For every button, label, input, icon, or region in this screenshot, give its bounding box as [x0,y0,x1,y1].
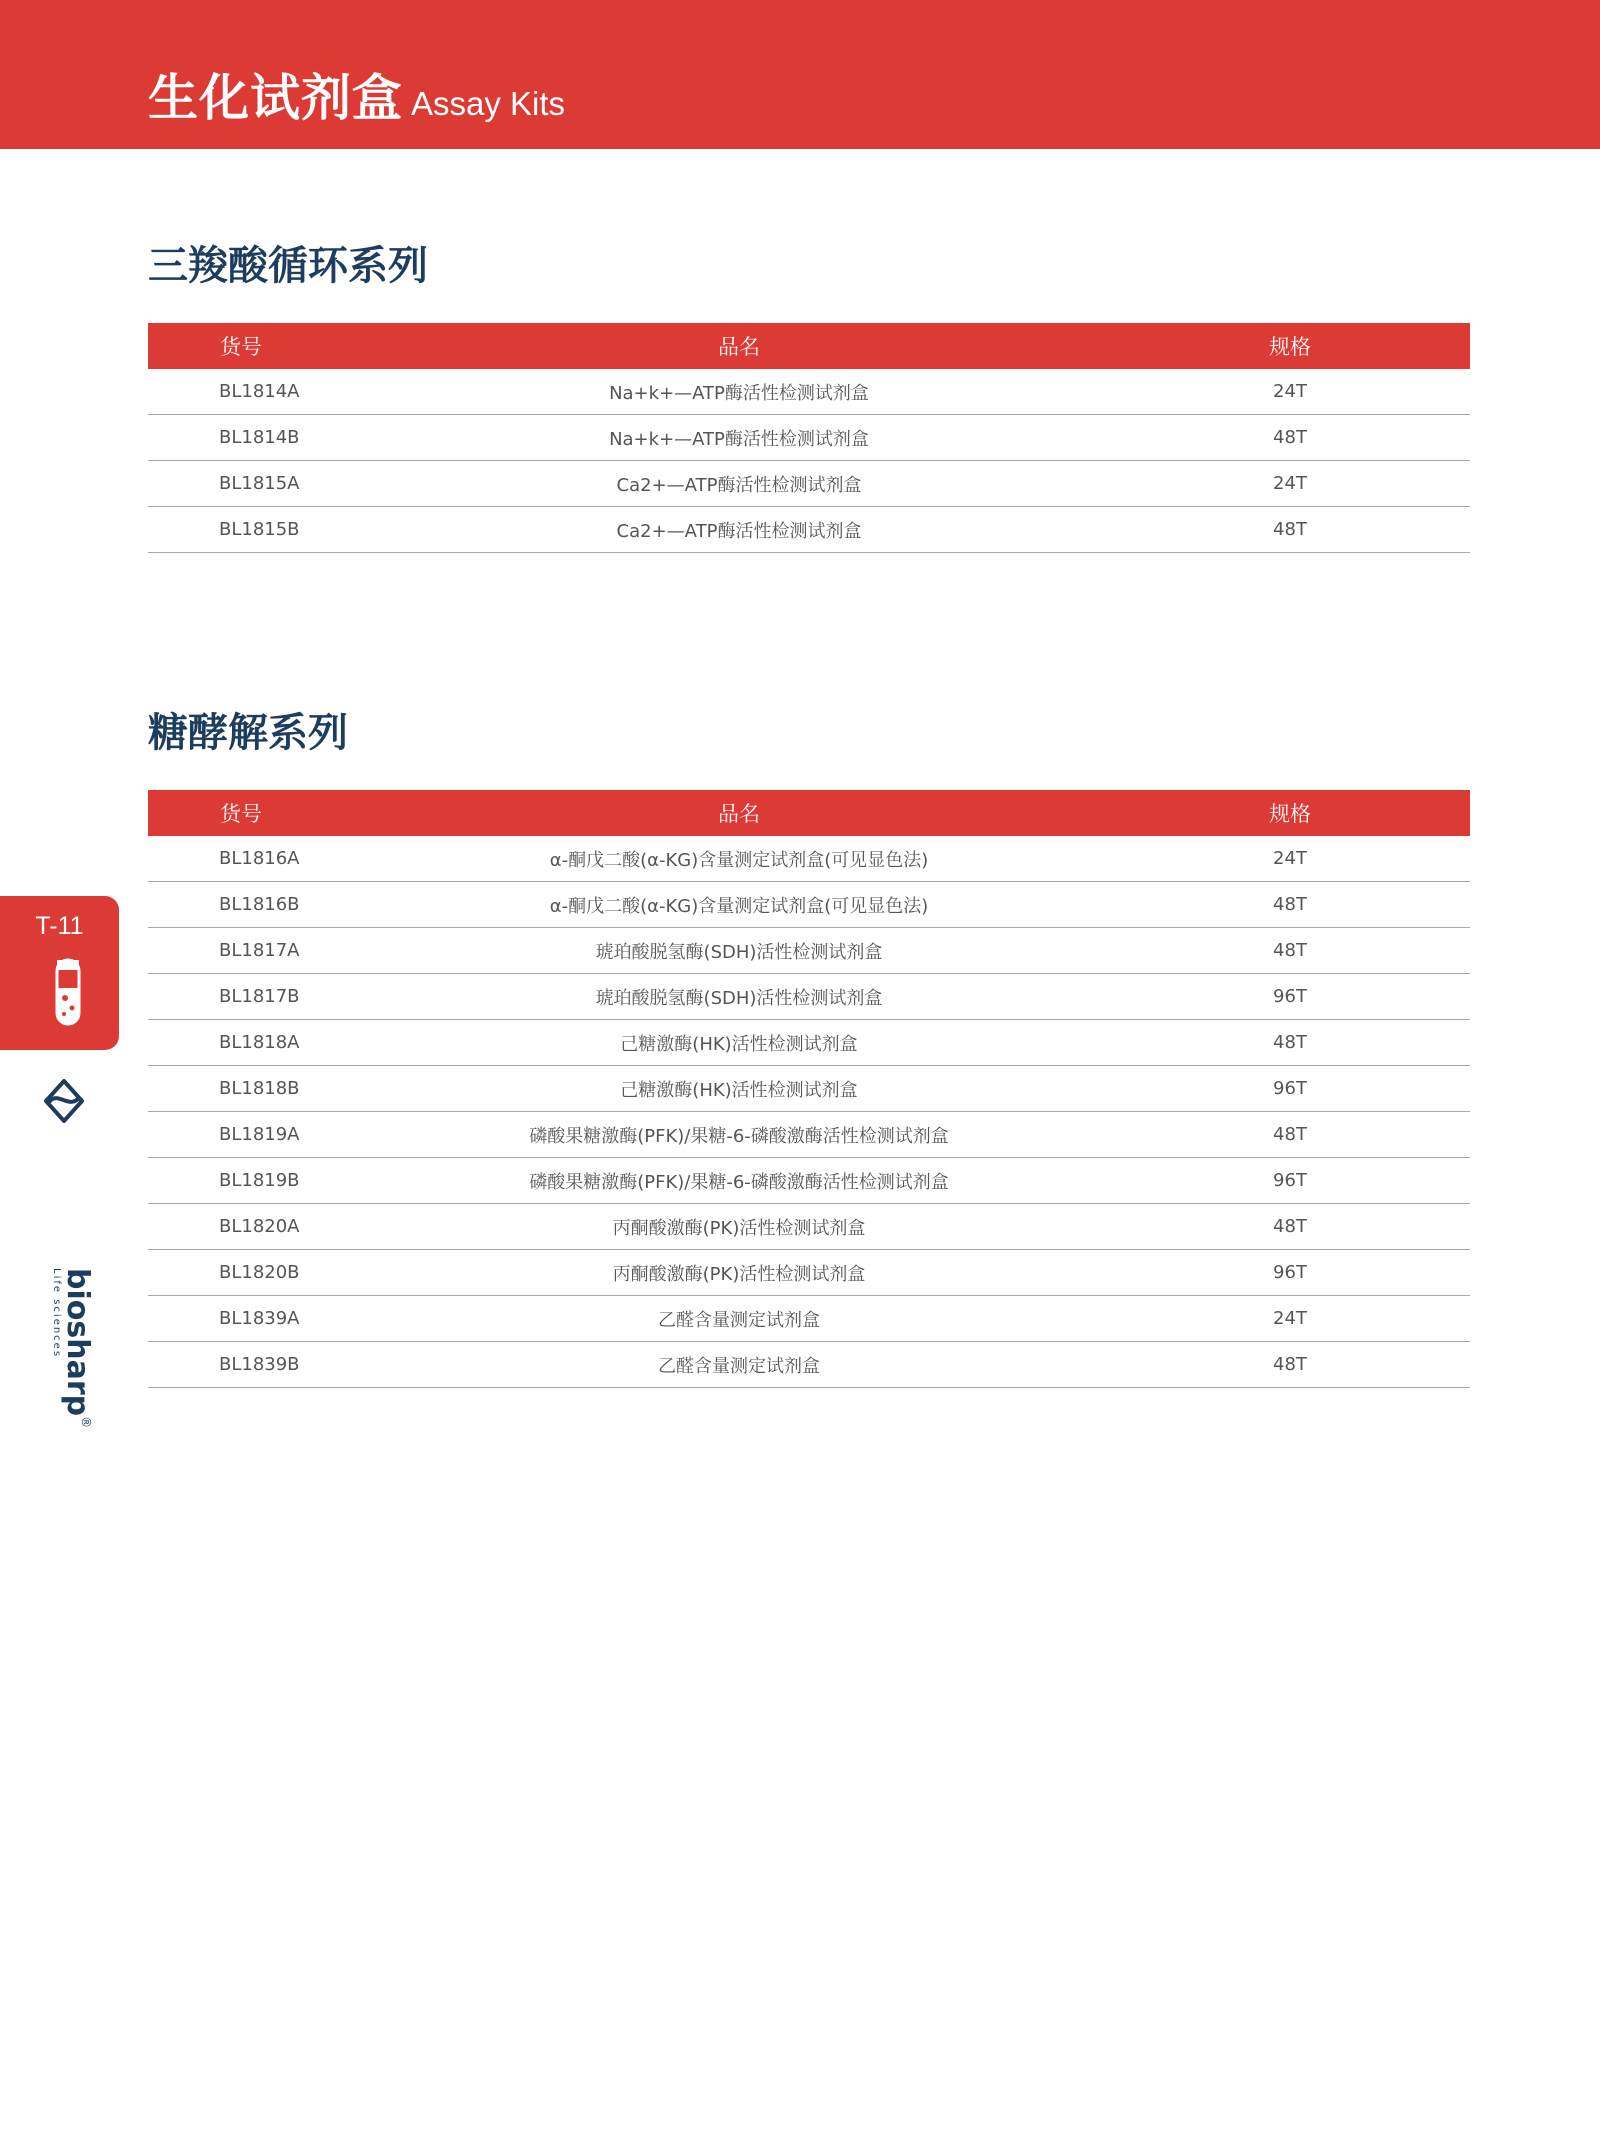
product-name: Ca2+—ATP酶活性检测试剂盒 [616,474,862,496]
table-row [148,1296,1470,1342]
product-name: 己糖激酶(HK)活性检测试剂盒 [620,1079,858,1101]
header-bar [0,0,1600,149]
brand-name: biosharp [60,1268,95,1417]
table-header [148,323,1470,369]
product-code: BL1818B [219,1078,300,1099]
table-row [148,974,1470,1020]
page-title-zh: 生化试剂盒 [148,69,403,127]
product-spec: 48T [1273,427,1307,448]
product-name: 磷酸果糖激酶(PFK)/果糖-6-磷酸激酶活性检测试剂盒 [529,1171,949,1193]
product-code: BL1819B [219,1170,300,1191]
product-spec: 24T [1273,848,1307,869]
product-name: 磷酸果糖激酶(PFK)/果糖-6-磷酸激酶活性检测试剂盒 [529,1125,949,1147]
product-spec: 48T [1273,1216,1307,1237]
product-spec: 48T [1273,894,1307,915]
table-header [148,790,1470,836]
column-header-code: 货号 [220,335,262,359]
product-name: α-酮戊二酸(α-KG)含量测定试剂盒(可见显色法) [549,895,929,917]
table-row [148,1066,1470,1112]
table-row [148,1112,1470,1158]
product-spec: 24T [1273,381,1307,402]
product-spec: 96T [1273,986,1307,1007]
product-name: 丙酮酸激酶(PK)活性检测试剂盒 [612,1217,866,1239]
table-row [148,1342,1470,1388]
brand-logo [40,1078,95,1429]
product-code: BL1817A [219,940,300,961]
product-name: 己糖激酶(HK)活性检测试剂盒 [620,1033,858,1055]
section-title-glycolysis: 糖酵解系列 [148,710,348,756]
product-name: 琥珀酸脱氢酶(SDH)活性检测试剂盒 [595,987,883,1009]
product-code: BL1816B [219,894,300,915]
product-code: BL1839A [219,1308,300,1329]
product-spec: 24T [1273,1308,1307,1329]
product-code: BL1818A [219,1032,300,1053]
page-title [148,58,565,130]
product-spec: 48T [1273,1032,1307,1053]
logo-mark-icon [40,1078,88,1124]
product-code: BL1817B [219,986,300,1007]
column-header-name: 品名 [718,335,760,359]
product-code: BL1839B [219,1354,300,1375]
product-code: BL1815B [219,519,300,540]
product-name: Na+k+—ATP酶活性检测试剂盒 [609,428,869,450]
table-row [148,1204,1470,1250]
product-code: BL1815A [219,473,300,494]
registered-mark: ® [79,1416,93,1429]
product-spec: 96T [1273,1262,1307,1283]
product-spec: 48T [1273,519,1307,540]
product-spec: 48T [1273,1124,1307,1145]
table-row [148,369,1470,415]
product-code: BL1819A [219,1124,300,1145]
product-spec: 96T [1273,1078,1307,1099]
table-row [148,882,1470,928]
column-header-spec: 规格 [1269,335,1311,359]
product-name: Na+k+—ATP酶活性检测试剂盒 [609,382,869,404]
table-row [148,836,1470,882]
section-title-tca: 三羧酸循环系列 [148,243,428,289]
test-tube-icon [54,958,82,1028]
column-header-spec: 规格 [1269,802,1311,826]
product-spec: 48T [1273,940,1307,961]
product-name: 丙酮酸激酶(PK)活性检测试剂盒 [612,1263,866,1285]
table-row [148,1158,1470,1204]
table-row [148,1250,1470,1296]
product-name: 乙醛含量测定试剂盒 [658,1355,820,1377]
page-tab [0,896,119,1050]
brand-wordmark [51,1268,95,1429]
table-row [148,1020,1470,1066]
page-number: T-11 [35,912,84,940]
product-name: 琥珀酸脱氢酶(SDH)活性检测试剂盒 [595,941,883,963]
product-code: BL1816A [219,848,300,869]
page-title-en: Assay Kits [411,85,566,122]
product-spec: 96T [1273,1170,1307,1191]
column-header-code: 货号 [220,802,262,826]
table-body [148,836,1470,1388]
table-row [148,507,1470,553]
product-table-glycolysis [148,790,1470,1388]
table-row [148,461,1470,507]
product-code: BL1814B [219,427,300,448]
product-spec: 48T [1273,1354,1307,1375]
product-name: Ca2+—ATP酶活性检测试剂盒 [616,520,862,542]
product-code: BL1820B [219,1262,300,1283]
column-header-name: 品名 [718,802,760,826]
product-table-tca [148,323,1470,553]
product-spec: 24T [1273,473,1307,494]
product-name: 乙醛含量测定试剂盒 [658,1309,820,1331]
product-code: BL1814A [219,381,300,402]
brand-tagline: Life sciences [51,1268,62,1359]
table-body [148,369,1470,553]
table-row [148,415,1470,461]
table-row [148,928,1470,974]
product-code: BL1820A [219,1216,300,1237]
product-name: α-酮戊二酸(α-KG)含量测定试剂盒(可见显色法) [549,849,929,871]
